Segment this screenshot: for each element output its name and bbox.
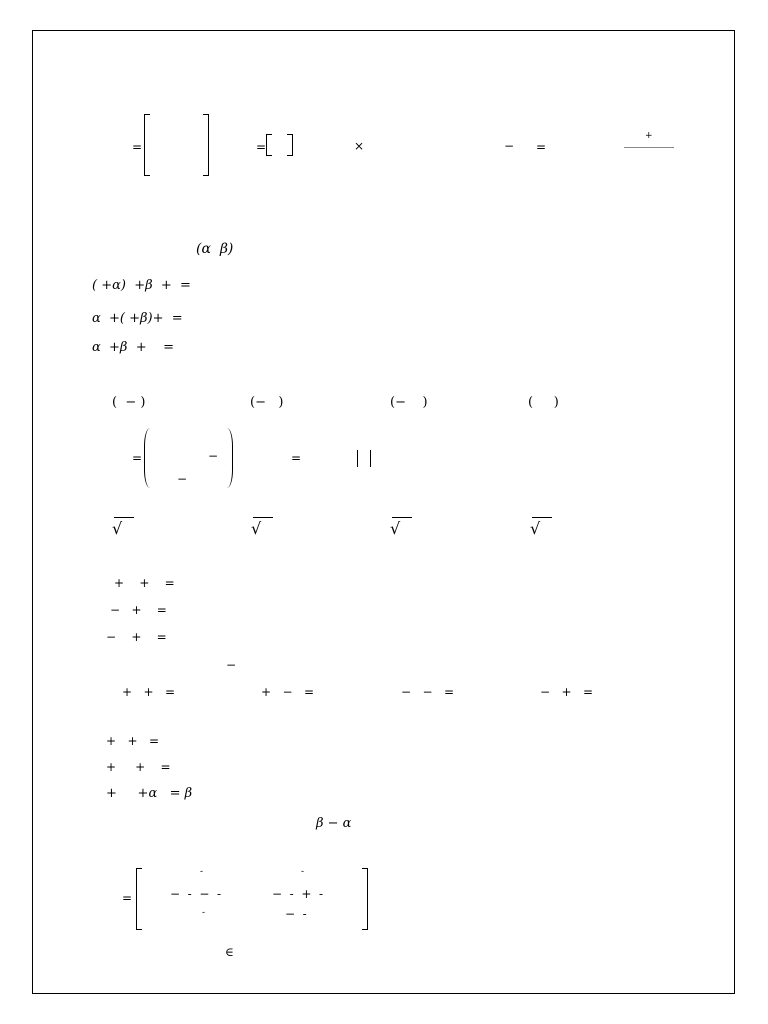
minus-sign: −: [226, 658, 237, 672]
superscript-minus: -: [200, 867, 204, 877]
equals-sign: =: [132, 140, 143, 154]
equation-line: − + =: [106, 630, 167, 644]
minus-sign: −: [177, 472, 188, 486]
equation-line: + +α = β: [106, 786, 193, 801]
equation-line: + + =: [122, 685, 176, 699]
paren-expression: (− ): [250, 395, 284, 410]
left-bracket: [266, 134, 272, 156]
left-bracket: [144, 114, 150, 176]
superscript-minus: -: [301, 867, 305, 877]
right-bracket: [287, 134, 293, 156]
fraction-bar: [624, 147, 674, 148]
times-sign: ×: [354, 139, 365, 153]
equation-line: + + =: [114, 576, 175, 590]
equals-sign: =: [122, 891, 133, 905]
equals-sign: =: [291, 451, 302, 465]
equation-line: + + =: [106, 760, 171, 774]
page-frame: [32, 30, 735, 994]
paren-expression: (− ): [390, 395, 428, 410]
abs-bar: [370, 450, 371, 467]
minus-sign: −: [208, 449, 219, 463]
minus-sign: −: [504, 139, 515, 153]
matrix-entry: − - − -: [170, 887, 222, 901]
element-of-sign: ∈: [225, 945, 234, 959]
abs-bar: [357, 450, 358, 467]
plus-sign: +: [645, 131, 653, 141]
equation-line: − + =: [540, 685, 594, 699]
left-paren: [144, 428, 150, 488]
equation-line: − + =: [110, 603, 167, 617]
equation-line: α +( +β)+ =: [92, 311, 183, 326]
equals-sign: =: [536, 140, 547, 154]
right-bracket: [362, 868, 368, 930]
right-paren: [227, 428, 233, 488]
equation-line: ( +α) +β + =: [92, 278, 191, 293]
equation-line: + + =: [106, 734, 160, 748]
matrix-entry: − - + -: [272, 887, 324, 901]
equals-sign: =: [132, 451, 143, 465]
equation-line: α +β + =: [92, 340, 175, 355]
left-bracket: [136, 868, 142, 930]
alpha-beta-pair: (α β): [196, 241, 234, 257]
paren-expression: ( ): [528, 395, 559, 410]
paren-expression: ( − ): [112, 395, 146, 410]
right-bracket: [203, 114, 209, 176]
subscript-minus: -: [202, 908, 206, 918]
equation-line: − − =: [401, 685, 455, 699]
matrix-entry: − -: [285, 907, 307, 921]
beta-minus-alpha: β − α: [316, 816, 352, 831]
equals-sign: =: [256, 140, 267, 154]
equation-line: + − =: [261, 685, 315, 699]
